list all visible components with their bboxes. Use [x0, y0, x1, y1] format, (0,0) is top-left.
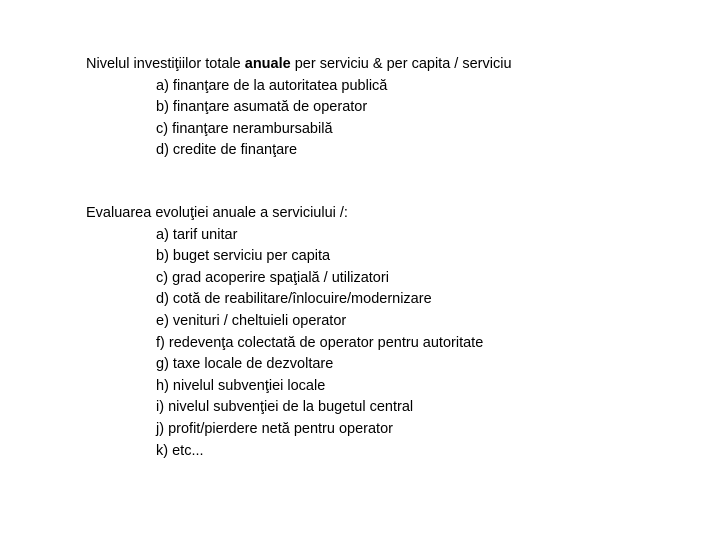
- financing-list: [86, 76, 512, 162]
- list-item: h) nivelul subvenţiei locale: [156, 377, 326, 394]
- evaluation-list: [86, 225, 483, 463]
- evaluation-section: [86, 203, 483, 462]
- investment-heading-end: per serviciu & per capita / serviciu: [290, 56, 512, 72]
- evaluation-heading: Evaluarea evoluţiei anuale a serviciului /:: [86, 205, 348, 221]
- list-item: c) grad acoperire spaţială / utilizatori: [156, 269, 389, 286]
- list-item: c) finanţare nerambursabilă: [156, 120, 333, 137]
- list-item: f) redevenţa colectată de operator pentru autoritate: [156, 334, 484, 351]
- list-item: a) tarif unitar: [156, 226, 238, 243]
- list-item: d) credite de finanţare: [156, 142, 298, 159]
- list-item: k) etc...: [156, 442, 204, 459]
- list-item: e) venituri / cheltuieli operator: [156, 312, 347, 329]
- list-item: b) buget serviciu per capita: [156, 248, 331, 265]
- investment-heading: [86, 54, 512, 76]
- list-item: i) nivelul subvenţiei de la bugetul central: [156, 399, 414, 416]
- investment-heading-start: Nivelul investiţiilor totale: [86, 56, 245, 72]
- list-item: a) finanţare de la autoritatea publică: [156, 77, 388, 94]
- list-item: b) finanţare asumată de operator: [156, 99, 368, 116]
- investment-heading-emphasis: anuale: [244, 56, 291, 72]
- list-item: j) profit/pierdere netă pentru operator: [156, 420, 393, 437]
- list-item: g) taxe locale de dezvoltare: [156, 356, 334, 373]
- investment-section: [86, 54, 512, 162]
- list-item: d) cotă de reabilitare/înlocuire/modernizare: [156, 291, 432, 308]
